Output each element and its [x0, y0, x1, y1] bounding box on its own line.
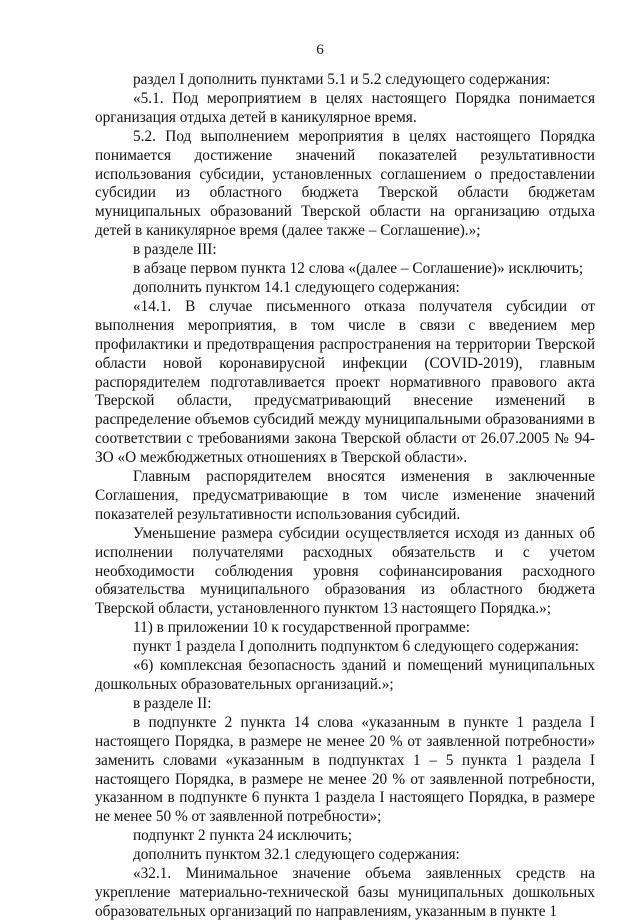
paragraph: 11) в приложении 10 к государственной программе: [133, 619, 470, 637]
paragraph: Главным распорядителем вносятся изменения в заключенные Соглашения, предусматривающие в том числе изменение значений показателей результативности использования субсидий. [95, 468, 595, 523]
paragraph: дополнить пунктом 14.1 следующего содержания: [133, 278, 460, 296]
paragraph: в разделе II: [133, 694, 212, 712]
paragraph: раздел I дополнить пунктами 5.1 и 5.2 следующего содержания: [133, 71, 551, 88]
paragraph: «32.1. Минимальное значение объема заявленных средств на укрепление материально-технической базы муниципальных дошкольных образовательных организаций по направлениям, указанным в пункте 1 [95, 865, 595, 920]
paragraph: пункт 1 раздела I дополнить подпунктом 6 следующего содержания: [133, 638, 580, 656]
paragraph: дополнить пунктом 32.1 следующего содержания: [133, 846, 460, 864]
paragraph: 5.2. Под выполнением мероприятия в целях настоящего Порядка понимается достижение значений показателей результативности использования субсидии, установленных соглашением о предоставлении субсидии из областного бюджета Тверской области бюджетам муниципальных образований Тверской области на организацию отдыха детей в каникулярное время (далее также – Соглашение).»; [95, 127, 595, 240]
paragraph: в разделе III: [133, 241, 217, 259]
page-number: 6 [316, 42, 324, 58]
paragraph: «14.1. В случае письменного отказа получателя субсидии от выполнения мероприятия, в том числе в связи с введением мер профилактики и предотвращения распространения на территории Тверской области новой коронавирусной инфекции (COVID-2019), главным распорядителем подготавливается проект нормативного правового акта Тверской области, предусматривающий внесение изменений в распределение объемов субсидий между муниципальными образованиями в соответствии с требованиями закона Тверской области от 26.07.2005 № 94-ЗО «О межбюджетных отношениях в Тверской области». [95, 297, 595, 467]
paragraph: подпункт 2 пункта 24 исключить; [133, 827, 352, 845]
paragraph: «5.1. Под мероприятием в целях настоящего Порядка понимается организация отдыха детей в каникулярное время. [95, 89, 595, 126]
paragraph: Уменьшение размера субсидии осуществляется исходя из данных об исполнении получателями расходных обязательств и с учетом необходимости соблюдения уровня софинансирования расходного обязательства муниципального образования из областного бюджета Тверской области, установленного пунктом 13 настоящего Порядка.»; [95, 524, 595, 618]
document-body [95, 71, 595, 922]
paragraph: в абзаце первом пункта 12 слова «(далее – Соглашение)» исключить; [133, 260, 584, 278]
paragraph: «6) комплексная безопасность зданий и помещений муниципальных дошкольных образовательных организаций.»; [95, 657, 595, 693]
paragraph: в подпункте 2 пункта 14 слова «указанным в пункте 1 раздела I настоящего Порядка, в размере не менее 20 % от заявленной потребности» заменить словами «указанным в подпунктах 1 – 5 пункта 1 раздела I настоящего Порядка, в размере не менее 20 % от заявленной потребности, указанном в подпункте 6 пункта 1 раздела I настоящего Порядка, в размере не менее 50 % от заявленной потребности»; [95, 713, 595, 826]
